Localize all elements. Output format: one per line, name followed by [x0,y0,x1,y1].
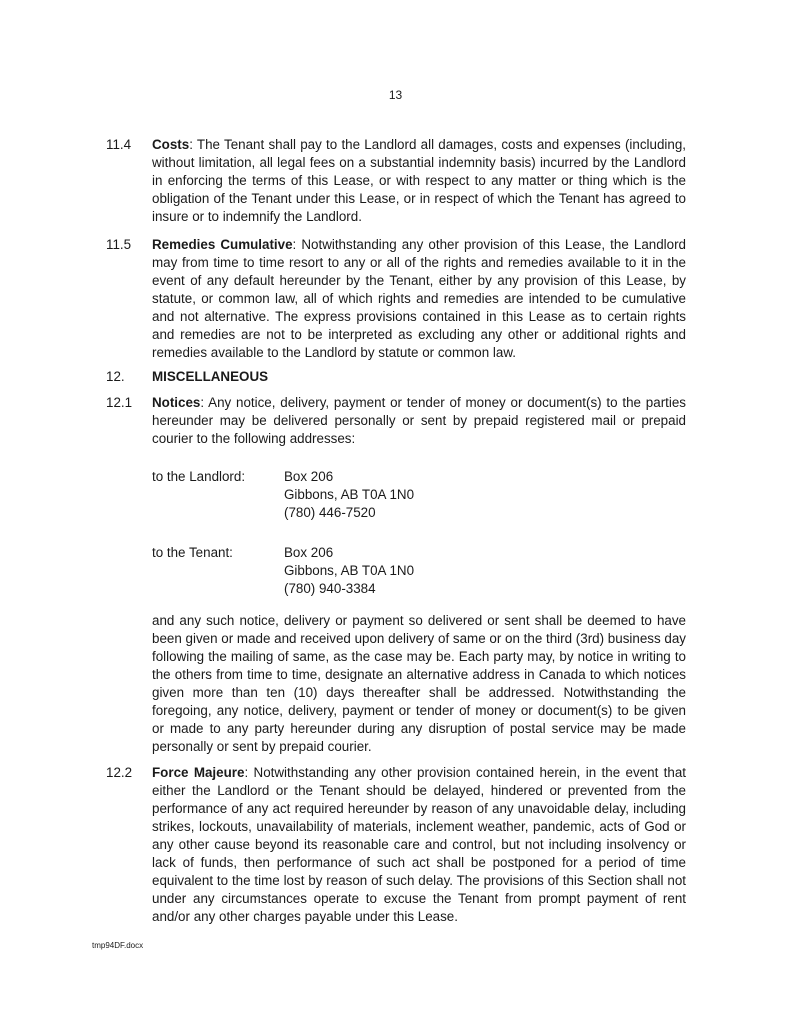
text-line: obligation of the Tenant under this Lease, or in respect of which the Tenant has agreed to [152,191,686,206]
text-line: and any such notice, delivery or payment so delivered or sent shall be deemed to have [152,613,686,628]
section-heading [152,368,686,386]
text-line: without limitation, all legal fees on a substantial indemnity basis) incurred by the Landlord [152,155,686,170]
text-line: may from time to time resort to any or all of the rights and remedies available to it in the [152,255,686,270]
text-line: event of any default hereunder by the Tenant, either by any provision of this Lease, by [152,273,686,288]
text-line: hereunder may be delivered personally or sent by prepaid registered mail or prepaid [152,413,686,428]
section-11-5 [152,236,686,362]
section-number: 11.4 [106,137,132,152]
section-12-2 [152,764,686,926]
text-line: and not alternative. The express provisions contained in this Lease as to certain rights [152,309,686,324]
page-number: 13 [388,88,403,102]
text-line: given more than ten (10) days thereafter shall be addressed. Notwithstanding the [152,685,686,700]
text-line [152,764,686,782]
text-line: equivalent to the time lost by reason of such delay. The provisions of this Section shall not [152,873,686,888]
text-line: either the Landlord or the Tenant should be delayed, hindered or prevented from the [152,783,686,798]
text-line: lack of funds, then performance of such act shall be postponed for a period of time [152,855,686,870]
text-line: courier to the following addresses: [152,431,356,446]
address-label: to the Tenant: [152,545,233,560]
text-line: foregoing, any notice, delivery, payment or tender of money or document(s) to be given [152,703,686,718]
text-line [152,394,686,412]
line-text: : Notwithstanding any other provision contained herein, in the event that [244,765,686,780]
text-line: remedies available to the Landlord by statute or common law. [152,345,516,360]
text-line: and/or any other charges payable under this Lease. [152,909,458,924]
text-line: under any circumstances operate to excuse the Tenant from prompt payment of rent [152,891,686,906]
section-heading: Notices [152,395,201,410]
text-line: strikes, lockouts, unavailability of materials, inclement weather, pandemic, acts of God or [152,819,686,834]
section-12-1 [152,394,686,448]
heading-text: MISCELLANEOUS [152,369,269,384]
footer-filename: tmp94DF.docx [92,941,144,950]
text-line: and remedies are not to be interpreted as excluding any other or additional rights and [152,327,686,342]
line-text: : Any notice, delivery, payment or tender of money or document(s) to the parties [200,395,686,410]
address-line: Box 206 [284,545,334,560]
notices-continuation [152,612,686,756]
text-line: personally or sent by prepaid courier. [152,739,372,754]
text-line: been given or made and received upon delivery of same or on the third (3rd) business day [152,631,686,646]
address-line: (780) 446-7520 [284,505,376,520]
line-text: : The Tenant shall pay to the Landlord all damages, costs and expenses (including, [189,137,686,152]
text-line: or made to any party hereunder during any disruption of postal service may be made [152,721,686,736]
section-11-4 [152,136,686,226]
text-line: any other cause beyond its reasonable care and control, but not including insolvency or [152,837,686,852]
address-line: Gibbons, AB T0A 1N0 [284,563,415,578]
address-line: (780) 940-3384 [284,581,376,596]
text-line [152,236,686,254]
section-number: 12.1 [106,395,133,410]
text-line: the others from time to time, designate an alternative address in Canada to which notices [152,667,686,682]
section-heading: Force Majeure [152,765,245,780]
text-line: in enforcing the terms of this Lease, or with respect to any matter or thing which is the [152,173,686,188]
section-heading: Remedies Cumulative [152,237,293,252]
address-line: Gibbons, AB T0A 1N0 [284,487,415,502]
text-line: following the mailing of same, as the case may be. Each party may, by notice in writing to [152,649,686,664]
text-line [152,136,686,154]
text-line: statute, or common law, all of which rights and remedies are intended to be cumulative [152,291,686,306]
section-number: 12.2 [106,765,133,780]
address-line: Box 206 [284,469,334,484]
section-number: 11.5 [106,237,132,252]
section-heading: Costs [152,137,190,152]
address-label: to the Landlord: [152,469,246,484]
line-text: : Notwithstanding any other provision of this Lease, the Landlord [292,237,687,252]
text-line: insure or to indemnify the Landlord. [152,209,362,224]
text-line: performance of any act required hereunder by reason of any unavoidable delay, including [152,801,686,816]
section-number: 12. [106,369,125,384]
